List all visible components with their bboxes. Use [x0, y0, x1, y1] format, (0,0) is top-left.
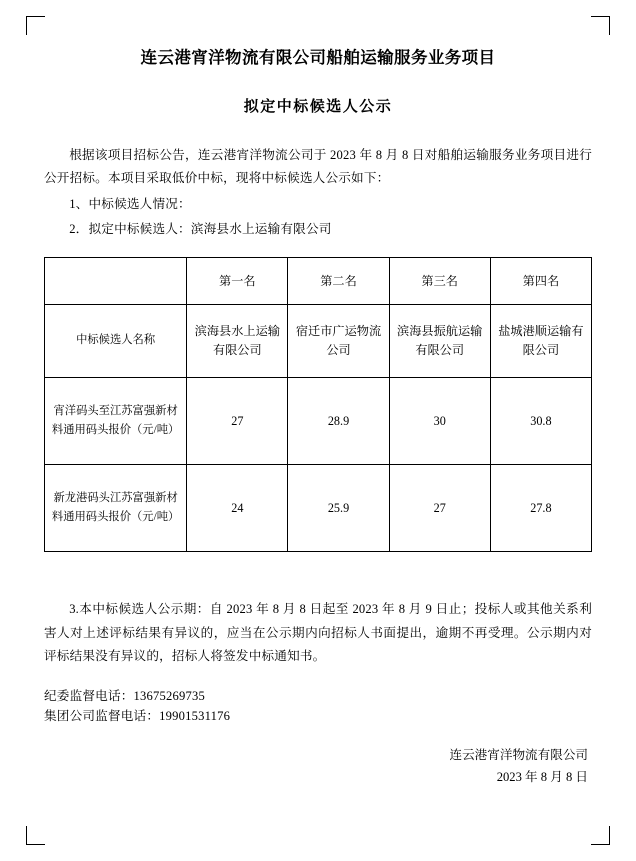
table-header-rank-2: 第二名	[288, 258, 389, 305]
table-row	[45, 465, 592, 552]
cell-candidate-name-3: 滨海县振航运输有限公司	[389, 305, 490, 378]
table-header-rank-3: 第三名	[389, 258, 490, 305]
row-label-candidate-name: 中标候选人名称	[45, 305, 187, 378]
table-row	[45, 305, 592, 378]
contact-discipline-phone: 纪委监督电话：13675269735	[44, 689, 206, 704]
crop-mark-top-right	[591, 16, 610, 35]
signature-block	[44, 726, 592, 788]
table-header-rank-1: 第一名	[187, 258, 288, 305]
cell-price-route-2-rank-3: 27	[389, 465, 490, 552]
table-header-corner	[45, 258, 187, 305]
cell-candidate-name-1: 滨海县水上运输有限公司	[187, 305, 288, 378]
notice-paragraph: 3.本中标候选人公示期：自 2023 年 8 月 8 日起至 2023 年 8 月 9 日止；投标人或其他关系利害人对上述评标结果有异议的，应当在公示期内向招标人书面提出，逾期不再受理。公示期内对评标结果没有异议的，招标人将签发中标通知书。	[44, 602, 592, 663]
row-label-price-route-2: 新龙港码头江苏富强新材料通用码头报价（元/吨）	[45, 465, 187, 552]
table-header-row	[45, 258, 592, 305]
cell-price-route-1-rank-3: 30	[389, 378, 490, 465]
document-title-primary: 连云港宵洋物流有限公司船舶运输服务业务项目	[140, 48, 496, 67]
list-item-1: 1、中标候选人情况：	[69, 196, 191, 211]
document-title-secondary: 拟定中标候选人公示	[243, 99, 393, 116]
contact-block	[44, 668, 592, 726]
contact-group-phone: 集团公司监督电话：19901531176	[44, 709, 231, 724]
crop-mark-bottom-right	[591, 826, 610, 845]
cell-price-route-2-rank-4: 27.8	[490, 465, 591, 552]
table-row	[45, 378, 592, 465]
bid-candidates-table	[44, 257, 592, 552]
cell-price-route-2-rank-1: 24	[187, 465, 288, 552]
list-item-2: 2．拟定中标候选人：滨海县水上运输有限公司	[69, 221, 332, 236]
cell-price-route-1-rank-4: 30.8	[490, 378, 591, 465]
crop-mark-bottom-left	[26, 826, 45, 845]
cell-candidate-name-2: 宿迁市广运物流公司	[288, 305, 389, 378]
row-label-price-route-1: 宵洋码头至江苏富强新材料通用码头报价（元/吨）	[45, 378, 187, 465]
intro-paragraph: 根据该项目招标公告，连云港宵洋物流公司于 2023 年 8 月 8 日对船舶运输服务业务项目进行公开招标。本项目采取低价中标，现将中标候选人公示如下：	[44, 148, 592, 186]
cell-price-route-2-rank-2: 25.9	[288, 465, 389, 552]
table-header-rank-4: 第四名	[490, 258, 591, 305]
crop-mark-top-left	[26, 16, 45, 35]
cell-price-route-1-rank-1: 27	[187, 378, 288, 465]
cell-price-route-1-rank-2: 28.9	[288, 378, 389, 465]
signature-company: 连云港宵洋物流有限公司	[449, 748, 588, 763]
cell-candidate-name-4: 盐城港顺运输有限公司	[490, 305, 591, 378]
signature-date: 2023 年 8 月 8 日	[496, 770, 588, 785]
